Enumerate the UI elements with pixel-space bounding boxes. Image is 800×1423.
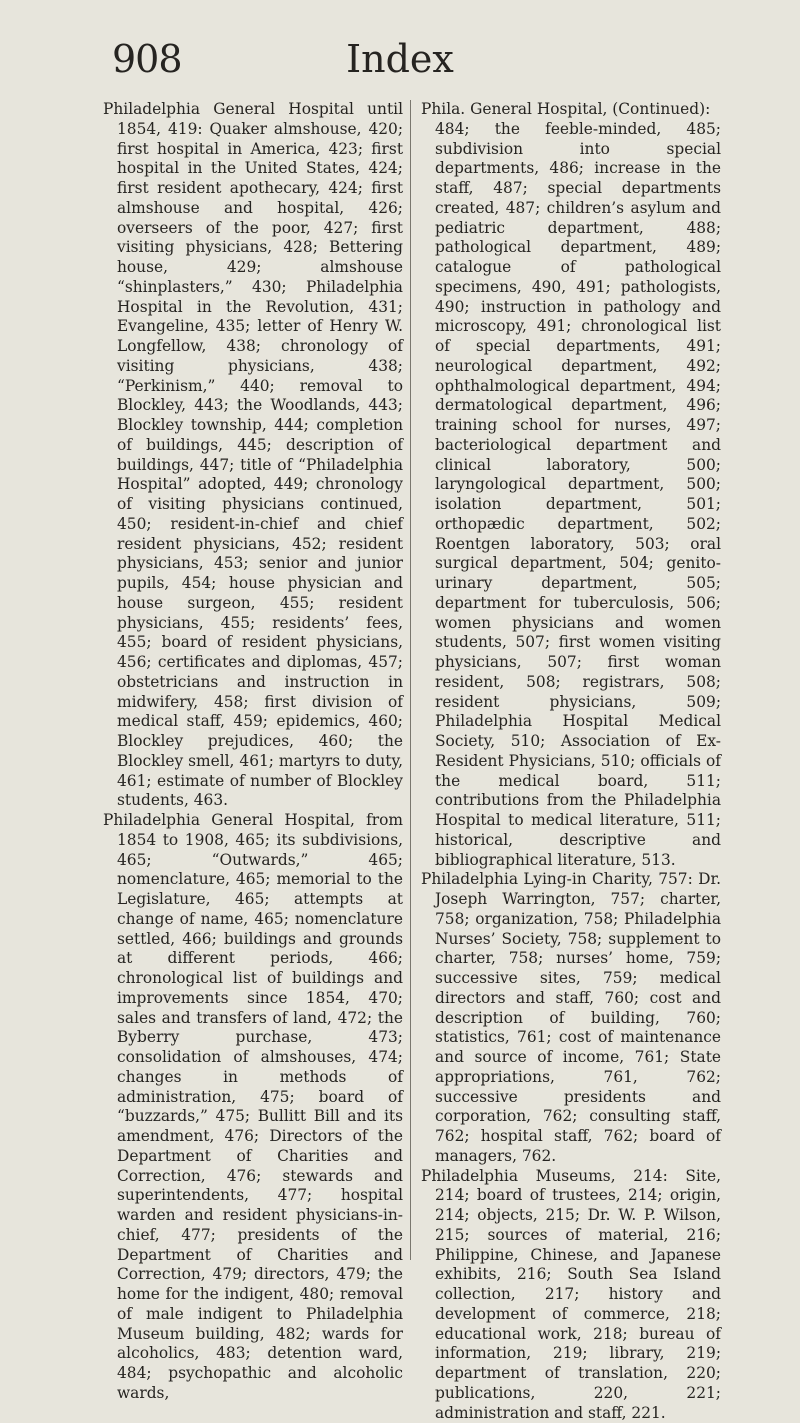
page-number: 908 bbox=[112, 40, 182, 78]
index-entry-phila-general-hospital-continued bbox=[421, 100, 721, 870]
continued-entry-text: 484; the feeble-minded, 485; subdivision into special departments, 486; increase in the staff, 487; special departments created, 487; children’s asylum and pediatric department, 488; pathological department, 489; catalogue of pathological specimens, 490, 491; pathologists, 490; instruction in pathology and microscopy, 491; chronological list of special departments, 491; neurological department, 492; ophthalmological department, 494; dermatological department, 496; training school for nurses, 497; bacteriological department and clinical laboratory, 500; laryngological department, 500; isolation department, 501; orthopædic department, 502; Roentgen laboratory, 503; oral surgical department, 504; genito-urinary department, 505; department for tuberculosis, 506; women physicians and women students, 507; first women visiting physicians, 507; first woman resident, 508; registrars, 508; resident physicians, 509; Philadelphia Hospital Medical Society, 510; Association of Ex-Resident Physicians, 510; officials of the medical board, 511; contributions from the Philadelphia Hospital to medical literature, 511; historical, descriptive and bibliographical literature, 513. bbox=[435, 120, 721, 869]
column-divider bbox=[410, 100, 411, 1260]
page-header bbox=[0, 40, 800, 90]
left-column bbox=[103, 100, 403, 1404]
page-title: Index bbox=[0, 40, 800, 78]
index-entry-phila-museums: Philadelphia Museums, 214: Site, 214; board of trustees, 214; origin, 214; objects, 215; Dr. W. P. Wilson, 215; sources of material, 216; Philippine, Chinese, and Japanese exhibits, 216; South Sea Island collection, 217; history and development of commerce, 218; educational work, 218; bureau of information, 219; library, 219; department of translation, 220; publications, 220, 221; administration and staff, 221. bbox=[421, 1167, 721, 1423]
index-columns bbox=[103, 100, 788, 1300]
index-entry-phila-general-hospital-until-1854: Philadelphia General Hospital until 1854, 419: Quaker almshouse, 420; first hospital in America, 423; first hospital in the United States, 424; first resident apothecary, 424; first almshouse and hospital, 426; overseers of the poor, 427; first visiting physicians, 428; Bettering house, 429; almshouse “shinplasters,” 430; Philadelphia Hospital in the Revolution, 431; Evangeline, 435; letter of Henry W. Longfellow, 438; chronology of visiting physicians, 438; “Perkinism,” 440; removal to Blockley, 443; the Woodlands, 443; Blockley township, 444; completion of buildings, 445; description of buildings, 447; title of “Philadelphia Hospital” adopted, 449; chronology of visiting physicians continued, 450; resident-in-chief and chief resident physicians, 452; resident physicians, 453; senior and junior pupils, 454; house physician and house surgeon, 455; resident physicians, 455; residents’ fees, 455; board of resident physicians, 456; certificates and diplomas, 457; obstetricians and instruction in midwifery, 458; first division of medical staff, 459; epidemics, 460; Blockley prejudices, 460; the Blockley smell, 461; martyrs to duty, 461; estimate of number of Blockley students, 463. bbox=[103, 100, 403, 811]
index-entry-phila-general-hospital-1854-1908: Philadelphia General Hospital, from 1854 to 1908, 465; its subdivisions, 465; “Outwards,” 465; nomenclature, 465; memorial to the Legislature, 465; attempts at change of name, 465; nomenclature settled, 466; buildings and grounds at different periods, 466; chronological list of buildings and improvements since 1854, 470; sales and transfers of land, 472; the Byberry purchase, 473; consolidation of almshouses, 474; changes in methods of administration, 475; board of “buzzards,” 475; Bullitt Bill and its amendment, 476; Directors of the Department of Charities and Correction, 476; stewards and superintendents, 477; hospital warden and resident physicians-in-chief, 477; presidents of the Department of Charities and Correction, 479; directors, 479; the home for the indigent, 480; removal of male indigent to Philadelphia Museum building, 482; wards for alcoholics, 483; detention ward, 484; psychopathic and alcoholic wards, bbox=[103, 811, 403, 1404]
right-column bbox=[421, 100, 721, 1423]
continued-heading: Phila. General Hospital, (Continued): bbox=[435, 100, 721, 120]
index-entry-phila-lying-in-charity: Philadelphia Lying-in Charity, 757: Dr. Joseph Warrington, 757; charter, 758; organization, 758; Philadelphia Nurses’ Society, 758; supplement to charter, 758; nurses’ home, 759; successive sites, 759; medical directors and staff, 760; cost and description of building, 760; statistics, 761; cost of maintenance and source of income, 761; State appropriations, 761, 762; successive presidents and corporation, 762; consulting staff, 762; hospital staff, 762; board of managers, 762. bbox=[421, 870, 721, 1166]
